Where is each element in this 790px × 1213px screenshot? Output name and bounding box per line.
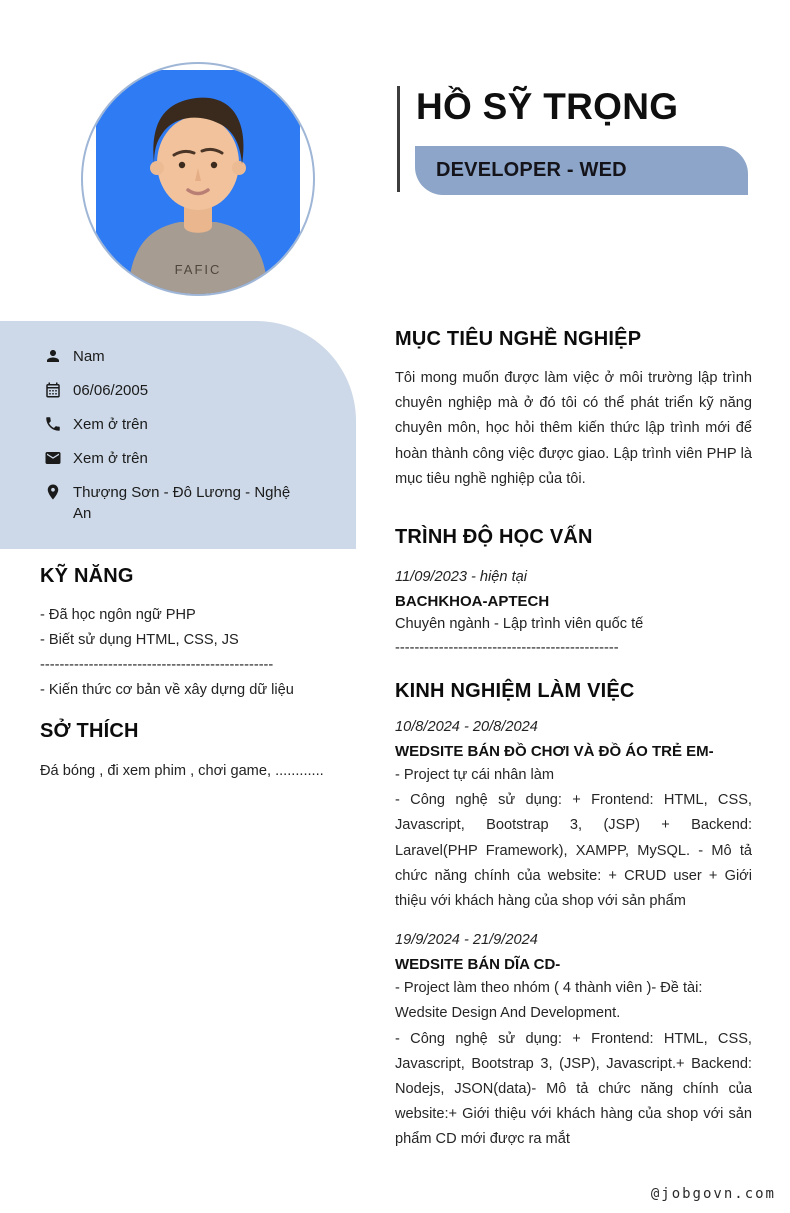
contact-item-address <box>44 482 356 524</box>
objective-text: Tôi mong muốn được làm việc ở môi trường lập trình chuyên nghiệp mà ở đó tôi có thể phát triển kỹ năng chuyên môn, học hỏi thêm kiến thức lập trình mới để hoàn thành công việc được giao. Lập trình viên PHP là mục tiêu nghề nghiệp của tôi. <box>395 370 752 487</box>
entry-period: 10/8/2024 - 20/8/2024 <box>395 719 538 735</box>
skills-title: KỸ NĂNG <box>40 565 134 587</box>
calendar-icon <box>44 381 62 399</box>
education-school: BACHKHOA-APTECH <box>395 592 550 610</box>
avatar <box>81 62 315 296</box>
name-accent-bar <box>397 86 400 192</box>
contact-item-label: Nam <box>73 348 105 365</box>
contact-card <box>0 321 356 549</box>
entry-project: - Project tự cái nhân làm <box>395 767 555 783</box>
skill-item: - Đã học ngôn ngữ PHP <box>40 607 196 623</box>
entry-period: 19/9/2024 - 21/9/2024 <box>395 932 538 949</box>
shirt-label: FAFIC <box>174 262 222 277</box>
education-section <box>395 526 752 660</box>
contact-item-label: Xem ở trên <box>73 416 148 433</box>
person-photo-illustration <box>96 70 300 294</box>
education-major: Chuyên ngành - Lập trình viên quốc tế <box>395 616 644 632</box>
skills-section <box>40 565 362 703</box>
entry-title: WEDSITE BÁN ĐỒ CHƠI VÀ ĐỒ ÁO TRẺ EM- <box>395 742 714 760</box>
job-title-banner <box>415 146 748 195</box>
phone-icon <box>44 415 62 433</box>
person-icon <box>44 347 62 365</box>
hobbies-text: Đá bóng , đi xem phim , chơi game, ............ <box>40 763 324 779</box>
contact-item-phone <box>44 414 356 435</box>
contact-item-label: 06/06/2005 <box>73 382 149 399</box>
education-divider: ---------------------------------------------- <box>395 639 619 656</box>
objective-section <box>395 328 752 492</box>
education-period: 11/09/2023 - hiện tại <box>395 569 527 585</box>
education-title: TRÌNH ĐỘ HỌC VẤN <box>395 526 593 548</box>
location-pin-icon <box>44 483 62 501</box>
entry-description: - Công nghệ sử dụng: + Frontend: HTML, CSS, Javascript, Bootstrap 3, (JSP), Javascript.+ Backend: Nodejs, JSON(data)- Mô tả chức năng chính của website:+ Giới thiệu với khách hàng của shop với sản phẩm CD mới được ra mắt <box>395 1030 752 1148</box>
watermark: @jobgovn.com <box>650 1186 776 1202</box>
skill-item: - Biết sử dụng HTML, CSS, JS <box>40 632 239 648</box>
contact-item-email <box>44 448 356 469</box>
hobbies-section <box>40 720 370 784</box>
contact-item-birthdate <box>44 380 356 401</box>
hobbies-title: SỞ THÍCH <box>40 720 139 742</box>
entry-description: - Công nghệ sử dụng: + Frontend: HTML, CSS, Javascript, Bootstrap 3, (JSP) + Backend: Laravel(PHP Framework), XAMPP, MySQL. - Mô tả chức năng chính của website: + CRUD user + Giới thiệu với khách hàng của shop với sản phẩm <box>395 792 752 910</box>
objective-title: MỤC TIÊU NGHỀ NGHIỆP <box>395 328 642 350</box>
experience-section <box>395 680 752 1168</box>
experience-entry <box>395 716 752 914</box>
email-icon <box>44 449 62 467</box>
experience-entry <box>395 929 752 1152</box>
contact-item-label: Thượng Sơn - Đô Lương - Nghệ An <box>73 484 291 522</box>
entry-title: WEDSITE BÁN DĨA CD- <box>395 955 561 973</box>
avatar-photo <box>96 70 300 294</box>
skill-item: - Kiến thức cơ bản về xây dựng dữ liệu <box>40 682 294 698</box>
contact-item-gender <box>44 346 356 367</box>
contact-item-label: Xem ở trên <box>73 450 148 467</box>
entry-project: - Project làm theo nhóm ( 4 thành viên )- Đề tài: Wedsite Design And Development. <box>395 980 703 1022</box>
experience-title: KINH NGHIỆM LÀM VIỆC <box>395 680 635 702</box>
skills-divider: ------------------------------------------------ <box>40 657 274 673</box>
candidate-name: HỒ SỸ TRỌNG <box>416 86 679 127</box>
job-title: DEVELOPER - WED <box>436 159 627 181</box>
